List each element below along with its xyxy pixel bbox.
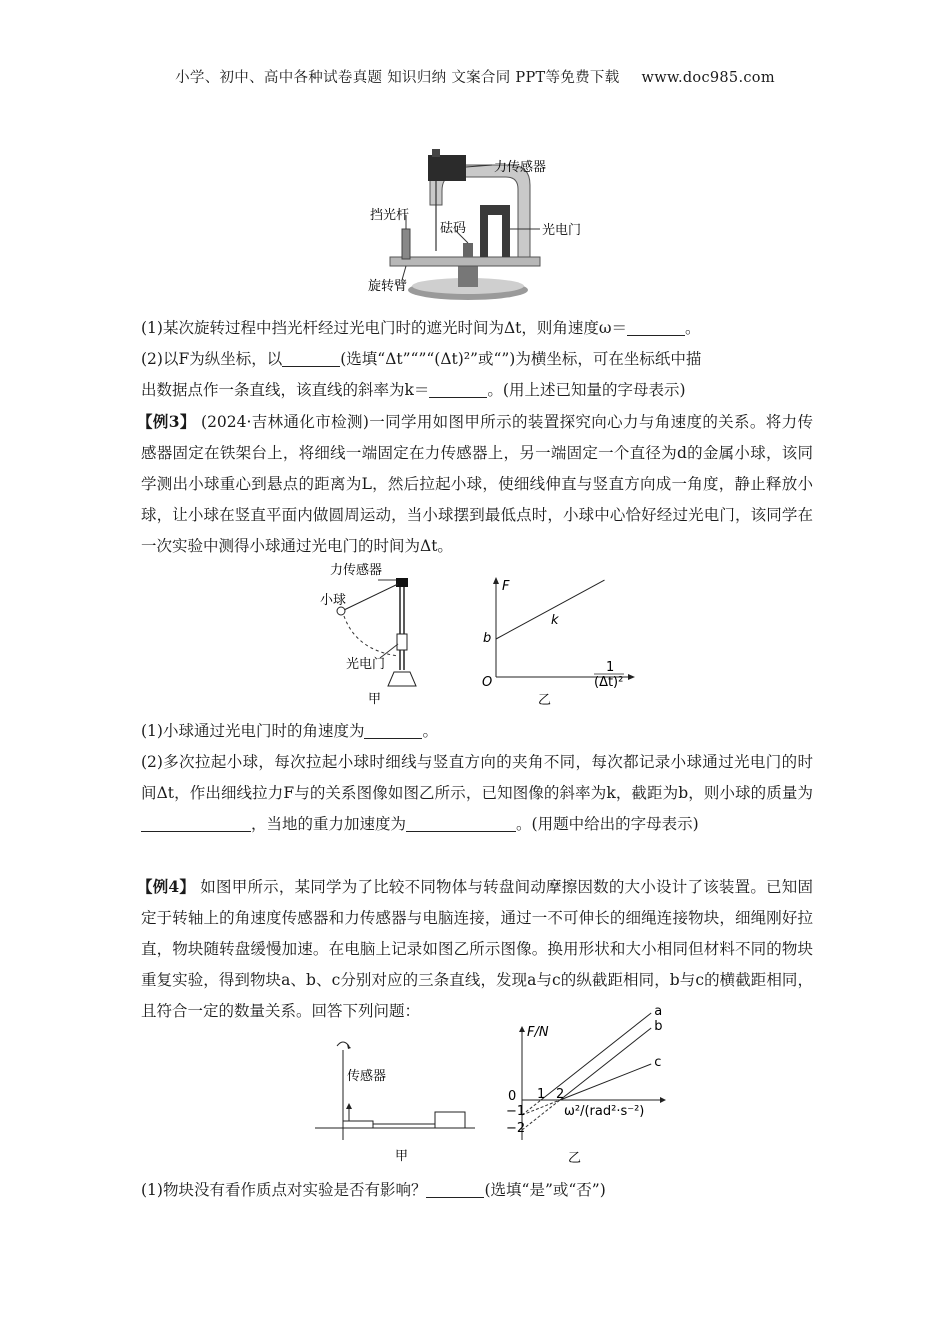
ex3-q2-text-c: 。(用题中给出的字母表示) — [516, 815, 699, 833]
label-photogate: 光电门 — [542, 223, 582, 238]
series-b-label: b — [654, 1019, 663, 1034]
label-force-sensor: 力传感器 — [330, 563, 383, 578]
header-site[interactable]: www.doc985.com — [641, 70, 775, 86]
label-weight: 砝码 — [440, 221, 467, 236]
ex2-q1-text: (1)某次旋转过程中挡光杆经过光电门时的遮光时间为Δt，则角速度ω＝ — [141, 319, 628, 337]
x-label: ω²/(rad²·s⁻²) — [564, 1104, 645, 1119]
ex2-q2-line1 — [141, 344, 813, 375]
label-rotating-arm: 旋转臂 — [368, 279, 408, 294]
ex2-q2-text-c: 出数据点作一条直线，该直线的斜率为k＝ — [141, 381, 430, 399]
stand-column — [458, 263, 478, 287]
header-text: 小学、初中、高中各种试卷真题 知识归纳 文案合同 PPT等免费下载 — [175, 70, 620, 86]
tick-0: 0 — [508, 1089, 517, 1104]
series-line-k — [496, 580, 605, 639]
label-ball: 小球 — [320, 593, 347, 608]
weight — [463, 243, 473, 257]
figure-apparatus — [360, 145, 620, 305]
ex3-intro — [137, 406, 813, 562]
x-label-num: 1 — [606, 660, 615, 675]
answer-blank[interactable] — [429, 382, 487, 398]
tick-minus-1: −1 — [506, 1104, 526, 1119]
ex4-figure-b — [500, 1004, 670, 1167]
y-label: F/N — [527, 1025, 549, 1040]
light-rod — [402, 229, 410, 259]
ex2-q2-text-a: (2)以F为纵坐标，以 — [141, 350, 283, 368]
ex4-intro-text: 如图甲所示，某同学为了比较不同物体与转盘间动摩擦因数的大小设计了该装置。已知固定于转轴上的角速度传感器和力传感器与电脑连接，通过一不可伸长的细绳连接物块，细绳刚好拉直，物块随转盘缓慢加速。在电脑上记录如图乙所示图像。换用形状和大小相同但材料不同的物块重复实验，得到物块a、b、c分别对应的三条直线，发现a与c的纵截距相同，b与c的横截距相同，且符合一定的数量关系。回答下列问题： — [141, 878, 813, 1020]
slope-label: k — [551, 613, 559, 628]
answer-blank[interactable] — [627, 320, 685, 336]
caption-yi: 乙 — [538, 693, 552, 708]
page-header — [0, 66, 950, 87]
intercept-label: b — [483, 631, 492, 646]
base — [388, 672, 416, 686]
series-c-line — [560, 1064, 651, 1100]
series-a-label: a — [654, 1004, 663, 1019]
label-photogate: 光电门 — [346, 657, 386, 672]
ex4-intro — [137, 871, 813, 1027]
ex4-q1-text: (1)物块没有看作质点对实验是否有影响？ — [141, 1181, 427, 1199]
caption-jia: 甲 — [368, 692, 382, 707]
series-c-extension — [522, 1100, 560, 1115]
tick-1: 1 — [537, 1087, 546, 1102]
ex3-figure-b — [478, 572, 648, 707]
ex2-q1 — [141, 313, 813, 344]
ex2-q2-line2 — [141, 375, 813, 406]
ball — [337, 607, 345, 615]
answer-blank[interactable] — [426, 1182, 484, 1198]
answer-blank[interactable] — [282, 351, 340, 367]
label-force-sensor: 力传感器 — [494, 160, 547, 175]
ex3-q2-text-b: ，当地的重力加速度为 — [251, 815, 407, 833]
tick-2: 2 — [556, 1087, 565, 1102]
series-c-label: c — [654, 1055, 662, 1070]
ex3-intro-text: (2024·吉林通化市检测)一同学用如图甲所示的装置探究向心力与角速度的关系。将力传感器固定在铁架台上，将细线一端固定在力传感器上，另一端固定一个直径为d的金属小球，该同学测出小球重心到悬点的距离为L，然后拉起小球，使细线伸直与竖直方向成一角度，静止释放小球，让小球在竖直平面内做圆周运动，当小球摆到最低点时，小球中心恰好经过光电门，该同学在一次实验中测得小球通过光电门的时间为Δt。 — [141, 413, 813, 555]
ex4-tag: 【例4】 — [137, 877, 196, 896]
block — [435, 1112, 465, 1128]
y-label: F — [502, 579, 510, 594]
ex3-q1-end: 。 — [422, 722, 438, 740]
ex3-q1-text: (1)小球通过光电门时的角速度为 — [141, 722, 365, 740]
force-sensor-body — [428, 155, 466, 181]
series-b-line — [560, 1028, 651, 1100]
sensor-block — [343, 1121, 373, 1128]
ex2-q1-end: 。 — [685, 319, 701, 337]
label-sensor: 传感器 — [347, 1069, 387, 1084]
photogate-body — [480, 205, 510, 257]
ex2-q2-text-b: (选填“Δt”“”“(Δt)²”或“”)为横坐标，可在坐标纸中描 — [340, 350, 702, 368]
series-b-extension — [522, 1100, 560, 1130]
string — [344, 584, 398, 610]
x-label-den: (Δt)² — [594, 675, 624, 690]
ex3-tag: 【例3】 — [137, 412, 196, 431]
origin-label: O — [482, 675, 493, 690]
tick-minus-2: −2 — [506, 1121, 526, 1136]
ex4-q1-end: (选填“是”或“否”) — [484, 1181, 606, 1199]
rotating-arm — [390, 257, 540, 266]
ex3-q1 — [141, 716, 813, 747]
ex3-q2 — [141, 747, 813, 840]
answer-blank[interactable] — [141, 816, 251, 832]
ex4-figure-a — [315, 1040, 485, 1165]
photogate — [397, 634, 407, 650]
answer-blank[interactable] — [406, 816, 516, 832]
ex3-q2-text-a: (2)多次拉起小球，每次拉起小球时细线与竖直方向的夹角不同，每次都记录小球通过光电门的时间Δt，作出细线拉力F与的关系图像如图乙所示，已知图像的斜率为k，截距为b，则小球的质量为 — [141, 753, 813, 802]
ex4-q1 — [141, 1175, 813, 1206]
label-light-rod: 挡光杆 — [370, 208, 410, 223]
ex3-figure-a — [318, 558, 438, 708]
caption-jia: 甲 — [395, 1149, 409, 1164]
caption-yi: 乙 — [568, 1151, 582, 1166]
answer-blank[interactable] — [364, 723, 422, 739]
force-sensor-block — [396, 578, 408, 587]
ex2-q2-text-d: 。(用上述已知量的字母表示) — [487, 381, 686, 399]
